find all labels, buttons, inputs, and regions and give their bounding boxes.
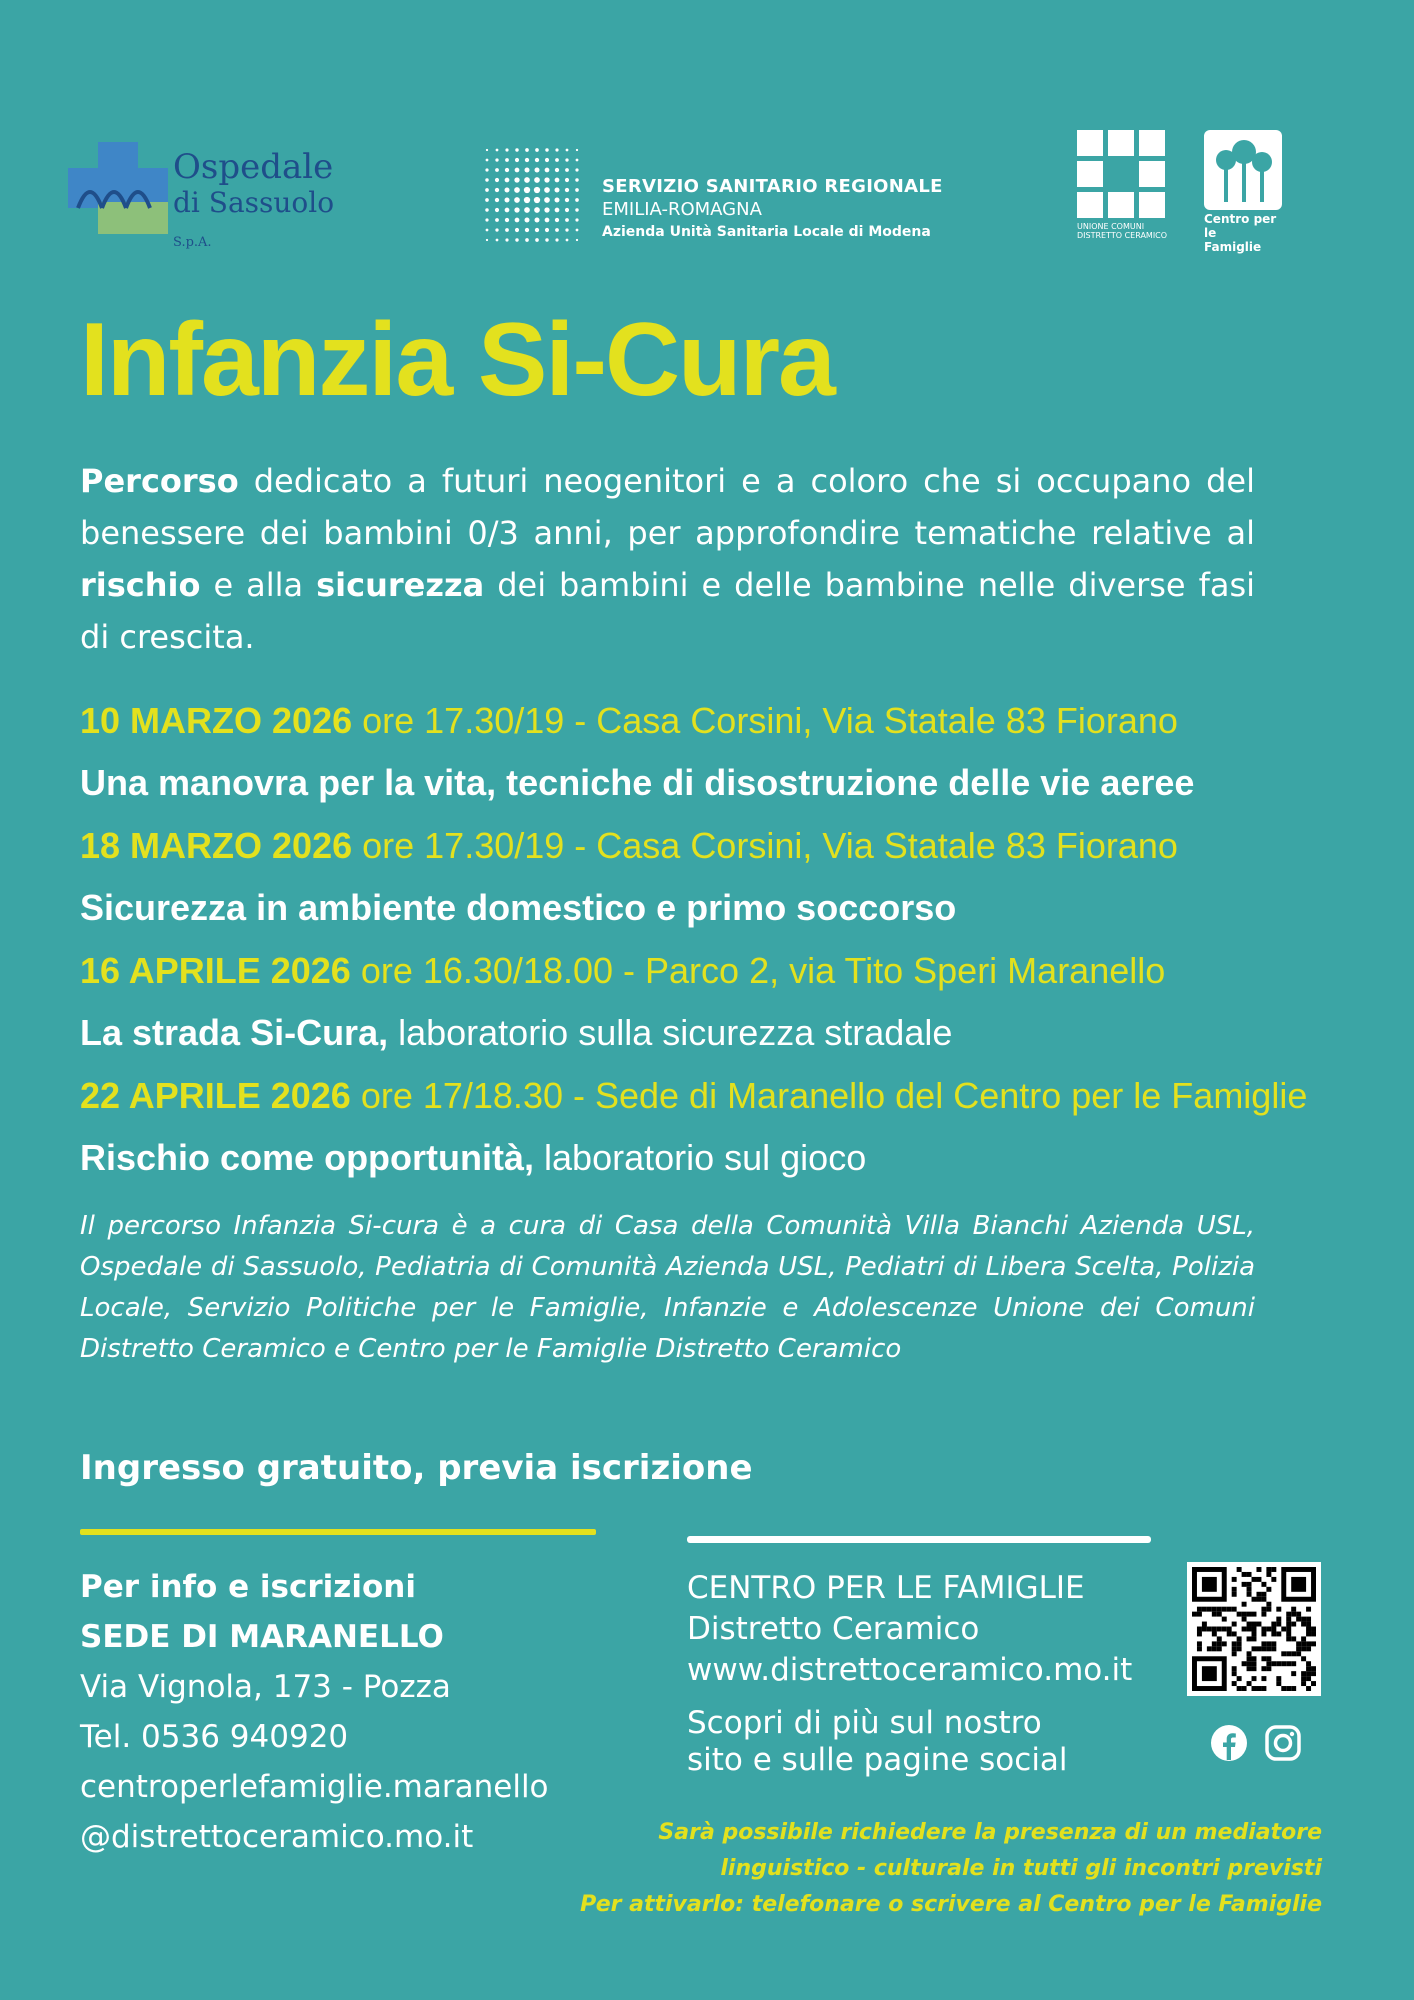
event-1-title: Una manovra per la vita, tecniche di disostruzione delle vie aeree	[80, 762, 1195, 803]
page-title: Infanzia Si-Cura	[80, 302, 834, 418]
info-email-line-2[interactable]: @distrettoceramico.mo.it	[80, 1819, 474, 1855]
white-divider	[687, 1536, 1151, 1543]
event-3-title: La strada Si-Cura, laboratorio sulla sicurezza stradale	[80, 1012, 953, 1053]
event-4-title: Rischio come opportunità, laboratorio sul gioco	[80, 1137, 867, 1178]
info-address: Via Vignola, 173 - Pozza	[80, 1669, 451, 1705]
info-email-line-1[interactable]: centroperlefamiglie.maranello	[80, 1769, 549, 1805]
entry-info: Ingresso gratuito, previa iscrizione	[80, 1448, 753, 1488]
events-list	[80, 694, 1380, 1194]
event-1-date: 10 MARZO 2026 ore 17.30/19 - Casa Corsini, Via Statale 83 Fiorano	[80, 700, 1178, 741]
info-phone: Tel. 0536 940920	[80, 1719, 349, 1755]
ospedale-cross-icon	[68, 142, 168, 234]
facebook-icon[interactable]	[1210, 1724, 1248, 1762]
ssr-line-3: Azienda Unità Sanitaria Locale di Modena	[602, 224, 931, 240]
ssr-line-1: SERVIZIO SANITARIO REGIONALE	[602, 176, 943, 197]
centro-famiglie-logo	[1202, 130, 1286, 254]
mediator-note: Sarà possibile richiedere la presenza di un mediatore linguistico - culturale in tutti gli incontri previsti Per attivarlo: telefonare o scrivere al Centro per le Famiglie	[580, 1820, 1322, 1917]
unione-line-1: UNIONE COMUNI	[1077, 222, 1145, 231]
intro-paragraph: Percorso dedicato a futuri neogenitori e a coloro che si occupano del benessere dei bambini 0/3 anni, per approfondire tematiche relative al rischio e alla sicurezza dei bambini e delle bambine nelle diverse fasi di crescita.	[80, 462, 1256, 656]
centro-logo-line-1: Centro per le	[1204, 212, 1277, 240]
cpf-name: CENTRO PER LE FAMIGLIE	[687, 1570, 1085, 1606]
credits-paragraph: Il percorso Infanzia Si-cura è a cura di Casa della Comunità Villa Bianchi Azienda USL, Ospedale di Sassuolo, Pediatria di Comunità Azienda USL, Pediatri di Libera Scelta, Polizia Locale, Servizio Politiche per le Famiglie, Infanzie e Adolescenze Unione dei Comuni Distretto Ceramico e Centro per le Famiglie Distretto Ceramico	[80, 1211, 1255, 1364]
unione-comuni-logo	[1077, 130, 1169, 246]
ospedale-sassuolo-logo	[68, 142, 378, 250]
ospedale-name: Ospedale di Sassuolo S.p.A.	[173, 147, 335, 250]
instagram-icon[interactable]	[1264, 1724, 1302, 1762]
contact-info	[80, 1562, 549, 1862]
yellow-divider	[80, 1529, 596, 1535]
event-3-date: 16 APRILE 2026 ore 16.30/18.00 - Parco 2, via Tito Speri Maranello	[80, 950, 1166, 991]
cpf-district: Distretto Ceramico	[687, 1611, 980, 1647]
centro-famiglie-info	[687, 1568, 1132, 1691]
social-cta: Scopri di più sul nostro sito e sulle pagine social	[687, 1705, 1068, 1778]
event-2-title: Sicurezza in ambiente domestico e primo soccorso	[80, 887, 957, 928]
centro-logo-line-2: Famiglie	[1204, 240, 1262, 254]
ssr-emilia-romagna-logo	[482, 145, 962, 245]
ssr-line-2: EMILIA-ROMAGNA	[602, 199, 762, 220]
cpf-website-link[interactable]: www.distrettoceramico.mo.it	[687, 1652, 1133, 1688]
event-4-date: 22 APRILE 2026 ore 17/18.30 - Sede di Maranello del Centro per le Famiglie	[80, 1075, 1308, 1116]
qr-code-icon[interactable]	[1187, 1562, 1321, 1696]
grid-icon	[1077, 130, 1165, 218]
dots-icon	[482, 145, 582, 245]
unione-line-2: DISTRETTO CERAMICO	[1077, 231, 1168, 240]
info-place: SEDE DI MARANELLO	[80, 1619, 444, 1655]
trees-icon	[1204, 130, 1282, 210]
event-2-date: 18 MARZO 2026 ore 17.30/19 - Casa Corsini, Via Statale 83 Fiorano	[80, 825, 1178, 866]
info-heading: Per info e iscrizioni	[80, 1569, 416, 1605]
